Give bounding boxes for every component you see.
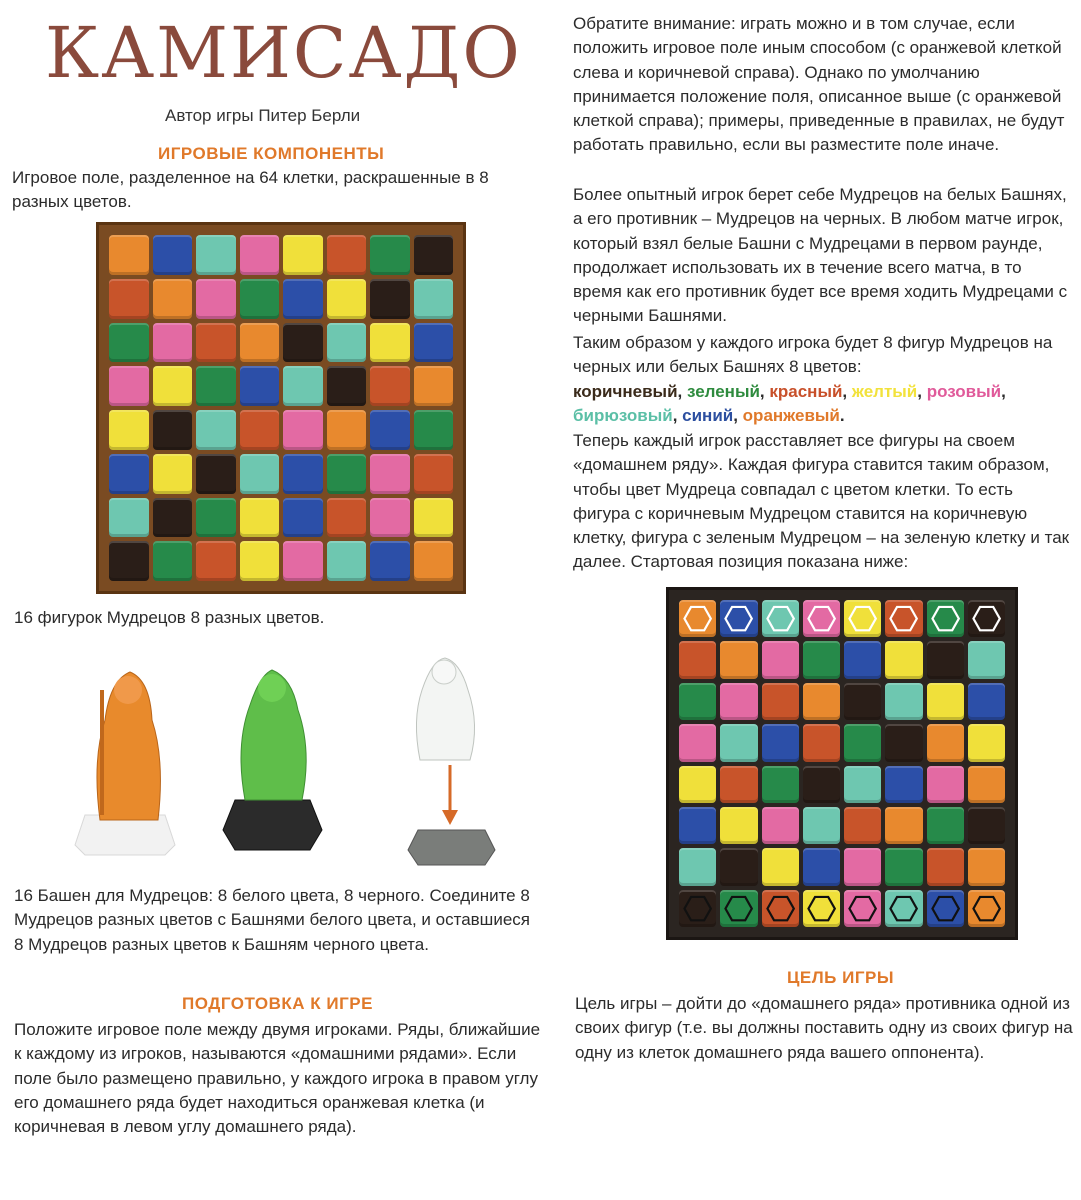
board-cell <box>844 641 881 678</box>
color-word: розовый <box>926 382 1002 401</box>
board-cell <box>196 541 236 581</box>
board-cell <box>327 454 367 494</box>
color-word: , <box>759 382 770 401</box>
black-tower-hexagon-icon <box>931 894 960 923</box>
board-cell <box>968 848 1005 885</box>
board-cell <box>153 454 193 494</box>
board-cell <box>762 848 799 885</box>
board-cell <box>370 279 410 319</box>
color-word: коричневый <box>573 382 678 401</box>
board-cell <box>679 641 716 678</box>
white-tower-hexagon-icon <box>848 604 877 633</box>
board-cell <box>968 600 1005 637</box>
board-cell <box>240 235 280 275</box>
board-cell <box>370 323 410 363</box>
color-word: красный <box>769 382 843 401</box>
white-tower-hexagon-icon <box>889 604 918 633</box>
board-cell <box>327 541 367 581</box>
board-cell <box>109 235 149 275</box>
board-cell <box>762 766 799 803</box>
board-cell <box>109 323 149 363</box>
board-cell <box>327 410 367 450</box>
board-cell <box>283 498 323 538</box>
sages-description: 16 фигурок Мудрецов 8 разных цветов. <box>14 608 325 627</box>
black-tower-hexagon-icon <box>889 894 918 923</box>
board-cell <box>414 279 454 319</box>
white-tower-hexagon-icon <box>972 604 1001 633</box>
board-cell <box>679 890 716 927</box>
board-cell <box>803 600 840 637</box>
board-cell <box>720 683 757 720</box>
board-cell <box>327 235 367 275</box>
board-cell <box>927 600 964 637</box>
board-cell <box>968 807 1005 844</box>
color-word: оранжевый <box>742 406 840 426</box>
board-cell <box>679 848 716 885</box>
board-cell <box>153 498 193 538</box>
white-tower-hexagon-icon <box>724 604 753 633</box>
board-cell <box>720 890 757 927</box>
board-description: Игровое поле, разделенное на 64 клетки, раскрашенные в 8 разных цветов. <box>12 168 489 212</box>
board-cell <box>803 890 840 927</box>
orange-sage-head-icon <box>114 676 142 704</box>
board-cell <box>968 766 1005 803</box>
board-cell <box>803 724 840 761</box>
board-cell <box>370 235 410 275</box>
board-cell <box>196 323 236 363</box>
board-cell <box>679 766 716 803</box>
board-cell <box>240 498 280 538</box>
components-heading: ИГРОВЫЕ КОМПОНЕНТЫ <box>158 144 385 163</box>
board-cell <box>968 890 1005 927</box>
board-cell <box>679 724 716 761</box>
game-title: КАМИСАДО <box>45 12 522 94</box>
board-cell <box>327 366 367 406</box>
board-cell <box>885 724 922 761</box>
white-tower-hexagon-icon <box>766 604 795 633</box>
sage-figures-svg <box>40 650 520 880</box>
board-cell <box>679 807 716 844</box>
board-cell <box>327 323 367 363</box>
color-word: бирюзовый <box>573 406 673 426</box>
board-cell <box>762 807 799 844</box>
board-cell <box>414 454 454 494</box>
board-cell <box>283 323 323 363</box>
right-paragraph-players: Более опытный игрок берет себе Мудрецов на белых Башнях, а его противник – Мудрецов на черных. В любом матче игрок, который взял белые Башни с Мудрецами в первом раунде, продолжает использовать их в течение всего матча, в то время как его противник будет все время ходить Мудрецами с черными Башнями. <box>573 185 1068 326</box>
starting-position-board <box>666 587 1018 940</box>
board-cell <box>414 498 454 538</box>
board-cell <box>803 848 840 885</box>
board-cell <box>109 279 149 319</box>
board-cell <box>679 683 716 720</box>
author-line: Автор игры Питер Берли <box>165 106 361 125</box>
board-cell <box>153 541 193 581</box>
board-cell <box>240 366 280 406</box>
board-cell <box>844 724 881 761</box>
board-cell <box>927 641 964 678</box>
board-cell <box>803 807 840 844</box>
board-cell <box>720 807 757 844</box>
game-board-image <box>96 222 466 594</box>
board-cell <box>240 410 280 450</box>
board-cell <box>196 498 236 538</box>
board-cell <box>327 279 367 319</box>
goal-text: Цель игры – дойти до «домашнего ряда» противника одной из своих фигур (т.е. вы должны поставить одну из своих фигур на одну из клеток домашнего ряда вашего оппонента). <box>575 994 1073 1062</box>
board-cell <box>414 541 454 581</box>
color-word: желтый <box>851 382 918 401</box>
board-cell <box>844 683 881 720</box>
board-cell <box>885 641 922 678</box>
color-word: синий <box>682 406 734 426</box>
black-tower-hexagon-icon <box>972 894 1001 923</box>
board-cell <box>885 600 922 637</box>
board-cell <box>153 279 193 319</box>
board-cell <box>370 454 410 494</box>
board-cell <box>885 683 922 720</box>
board-cell <box>762 600 799 637</box>
board-cell <box>679 600 716 637</box>
board-cell <box>927 766 964 803</box>
right-paragraph-pieces: Таким образом у каждого игрока будет 8 фигур Мудрецов на черных или белых Башнях 8 цветов: <box>573 333 1053 377</box>
white-tower-hexagon-icon <box>807 604 836 633</box>
black-tower-hexagon-icon <box>848 894 877 923</box>
board-cell <box>283 366 323 406</box>
color-word: , <box>677 382 687 401</box>
board-cell <box>927 890 964 927</box>
color-word: , <box>733 406 743 426</box>
board-cell <box>844 890 881 927</box>
white-sage-head-icon <box>432 660 456 684</box>
board-cell <box>720 848 757 885</box>
board-cell <box>885 807 922 844</box>
color-word: , <box>917 382 927 401</box>
setup-heading: ПОДГОТОВКА К ИГРЕ <box>182 994 373 1013</box>
board-cell <box>844 848 881 885</box>
board-cell <box>109 541 149 581</box>
grey-tower-icon <box>408 830 495 865</box>
board-cell <box>240 454 280 494</box>
color-word: , <box>1001 382 1006 401</box>
board-cell <box>240 323 280 363</box>
board-cell <box>762 641 799 678</box>
board-cell <box>283 541 323 581</box>
color-list <box>573 380 1073 429</box>
board-cell <box>370 541 410 581</box>
board-cell <box>109 454 149 494</box>
board-cell <box>283 279 323 319</box>
board-cell <box>927 848 964 885</box>
board-cell <box>720 600 757 637</box>
board-cell <box>968 641 1005 678</box>
board-cell <box>109 410 149 450</box>
board-cell <box>414 323 454 363</box>
board-cell <box>109 366 149 406</box>
right-paragraph-note: Обратите внимание: играть можно и в том случае, если положить игровое поле иным способом (с оранжевой клеткой слева и коричневой справа). Однако по умолчанию принимается положение поля, описанное выше (с оранжевой клеткой справа); примеры, приведенные в правилах, не будут работать правильно, если вы разместите поле иначе. <box>573 14 1065 155</box>
board-cell <box>240 541 280 581</box>
white-tower-hexagon-icon <box>683 604 712 633</box>
green-sage-head-icon <box>258 674 286 702</box>
board-cell <box>153 323 193 363</box>
board-cell <box>370 366 410 406</box>
board-cell <box>968 724 1005 761</box>
board-cell <box>153 366 193 406</box>
board-cell <box>414 235 454 275</box>
board-cell <box>803 683 840 720</box>
setup-text: Положите игровое поле между двумя игроками. Ряды, ближайшие к каждому из игроков, называются «домашними рядами». Если поле было размещено правильно, у каждого игрока в правом углу его домашнего ряда будет находиться оранжевая клетка (и коричневая в левом углу домашнего ряда). <box>14 1020 541 1137</box>
board-cell <box>844 807 881 844</box>
color-word: , <box>842 382 852 401</box>
board-cell <box>414 410 454 450</box>
board-cell <box>370 410 410 450</box>
board-cell <box>968 683 1005 720</box>
board-cell <box>762 890 799 927</box>
board-cell <box>803 641 840 678</box>
board-cell <box>196 454 236 494</box>
board-cell <box>196 235 236 275</box>
board-cell <box>927 807 964 844</box>
color-word: зеленый <box>686 382 760 401</box>
board-cell <box>885 848 922 885</box>
white-tower-hexagon-icon <box>931 604 960 633</box>
black-tower-hexagon-icon <box>766 894 795 923</box>
board-cell <box>196 279 236 319</box>
black-tower-hexagon-icon <box>807 894 836 923</box>
board-cell <box>844 766 881 803</box>
board-cell <box>844 600 881 637</box>
board-cell <box>720 724 757 761</box>
black-tower-hexagon-icon <box>683 894 712 923</box>
board-cell <box>327 498 367 538</box>
towers-description: 16 Башен для Мудрецов: 8 белого цвета, 8 черного. Соедините 8 Мудрецов разных цветов с Башнями белого цвета, и оставшиеся 8 Мудрецов разных цветов к Башням черного цвета. <box>14 886 530 954</box>
board-cell <box>927 683 964 720</box>
board-cell <box>370 498 410 538</box>
goal-heading: ЦЕЛЬ ИГРЫ <box>787 968 894 987</box>
black-tower-icon <box>223 800 322 850</box>
black-tower-hexagon-icon <box>724 894 753 923</box>
board-cell <box>720 641 757 678</box>
board-cell <box>283 454 323 494</box>
board-cell <box>885 766 922 803</box>
board-cell <box>885 890 922 927</box>
board-cell <box>196 366 236 406</box>
board-cell <box>283 410 323 450</box>
right-paragraph-setup: Теперь каждый игрок расставляет все фигуры на своем «домашнем ряду». Каждая фигура ставится таким образом, чтобы цвет Мудреца совпадал с цветом клетки. То есть фигура с коричневым Мудрецом ставится на коричневую клетку, фигура с зеленым Мудрецом – на зеленую клетку и так далее. Стартовая позиция показана ниже: <box>573 431 1070 572</box>
white-tower-icon <box>75 815 175 855</box>
board-cell <box>803 766 840 803</box>
board-cell <box>109 498 149 538</box>
color-word: , <box>672 406 683 426</box>
board-cell <box>927 724 964 761</box>
sage-figures-illustration <box>40 650 520 880</box>
board-cell <box>153 235 193 275</box>
arrow-down-icon <box>442 810 458 825</box>
board-cell <box>762 683 799 720</box>
board-cell <box>720 766 757 803</box>
board-cell <box>762 724 799 761</box>
board-cell <box>240 279 280 319</box>
board-cell <box>153 410 193 450</box>
board-cell <box>414 366 454 406</box>
board-cell <box>283 235 323 275</box>
board-cell <box>196 410 236 450</box>
color-word: . <box>839 406 845 426</box>
